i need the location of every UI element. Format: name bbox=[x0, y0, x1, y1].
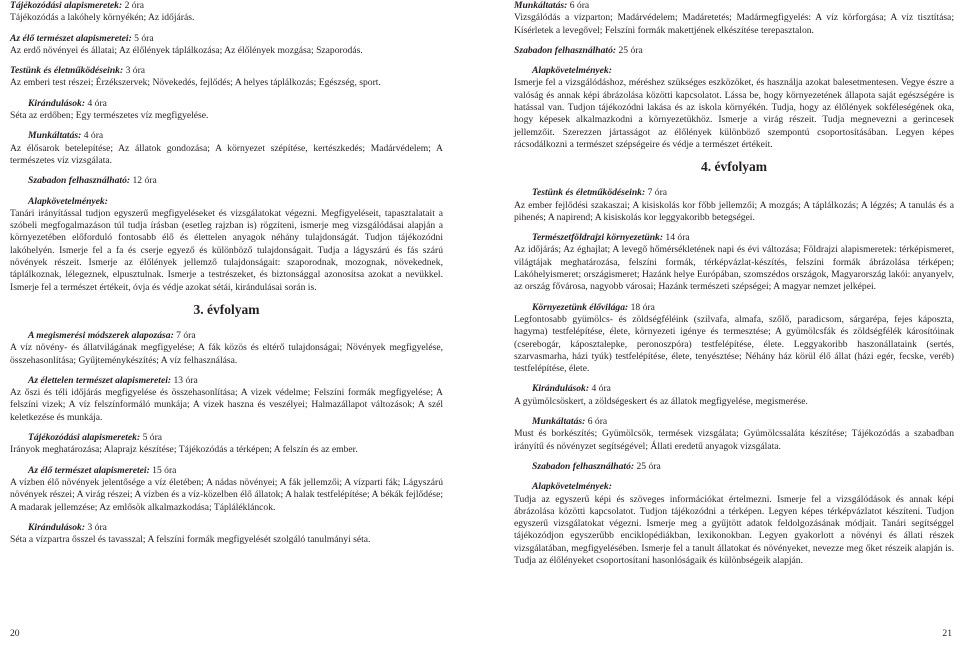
section-label: Munkáltatás: bbox=[514, 0, 568, 11]
curriculum-section bbox=[10, 65, 443, 90]
section-label: Testünk és életműködéseink: bbox=[532, 187, 646, 199]
section-text: Az ember fejlődési szakaszai; A kisiskolás kor főbb jellemzői; A mozgás; A táplálkozás; A légzés; A tanulás és a pihenés; A napirend; A kisiskolás kor leggyakoribb betegségei. bbox=[514, 199, 954, 223]
curriculum-section bbox=[514, 187, 954, 224]
section-text: Az erdő növényei és állatai; Az élőlények táplálkozása; Az élőlények mozgása; Szaporodás. bbox=[10, 44, 363, 56]
curriculum-section bbox=[10, 175, 443, 187]
section-text: Séta a vízpartra ősszel és tavasszal; A felszíni formák megfigyelését szolgáló tanulmányi séta. bbox=[10, 534, 371, 546]
section-hours: 4 óra bbox=[81, 130, 104, 142]
curriculum-section bbox=[10, 98, 443, 123]
section-text: A víz növény- és állatvilágának megfigyelése; A fák közös és eltérő tulajdonságai; Növények megfigyelése, összehasonlítása; Gyűjteménykészítés; A víz felhasználása. bbox=[10, 342, 443, 366]
curriculum-section bbox=[10, 330, 443, 367]
section-hours: 7 óra bbox=[173, 329, 196, 341]
section-text: Az emberi test részei; Érzékszervek; Növekedés, fejlődés; A helyes táplálkozás; Egészség, sport. bbox=[10, 77, 381, 89]
curriculum-section bbox=[514, 45, 954, 57]
section-label: Szabadon felhasználható: bbox=[28, 175, 131, 187]
page-number-left: 20 bbox=[10, 628, 20, 639]
section-hours: 14 óra bbox=[663, 232, 690, 244]
section-hours: 25 óra bbox=[616, 44, 643, 56]
section-text: Ismerje fel a vizsgálódáshoz, méréshez szükséges eszközöket, és használja azokat balesetmentesen. Vegye észre a valóság és annak képi ábrázolása közötti kapcsolatot. Lássa be, hogy környezetének állapota saját egészségére is hatással van. Tudjon tájékozódni lakása és az iskola környékén. Tudja, hogy az élőlények sokféleségének oka, hogy képesek alkalmazkodni a környezetükhöz. Ismerje a virág részeit. Tudja megnevezni a gerincesek jellemzőit. Szerezzen jártasságot az élőlények különböző szempontú csoportosításában. Legyen képes rácsodálkozni a természet szépségeire és védje a természet értékeit. bbox=[514, 77, 954, 150]
section-text: Az őszi és téli időjárás megfigyelése és összehasonlítása; A vizek védelme; Felszíni formák megfigyelése; A felszíni vizek; A víz felszínformáló munkája; A vizek haszna és veszélyei; Halmazállapot változások; A szél keletkezése és munkája. bbox=[10, 387, 443, 423]
curriculum-section bbox=[10, 522, 443, 547]
section-hours: 3 óra bbox=[85, 521, 107, 533]
section-hours: 6 óra bbox=[585, 416, 608, 428]
section-text: Tájékozódás a lakóhely környékén; Az időjárás. bbox=[10, 12, 195, 24]
section-hours: 25 óra bbox=[634, 460, 661, 472]
section-hours: 13 óra bbox=[171, 374, 198, 386]
section-label: Alapkövetelmények: bbox=[532, 481, 612, 493]
section-text: Tudja az egyszerű képi és szöveges információkat értelmezni. Ismerje fel a vizsgálódások és annak képi ábrázolása közötti kapcsolatot. Tudjon tájékozódni a térképen. Legyen képes térképvázlatot készíteni. Tudjon egyszerű vizsgálatokat végezni. Ismerje meg a gyűjtött adatok feldolgozásának módjait. Tanári segítséggel tájékozódjon egyszerűbb enciklopédiákban, lexikonokban. Legyen gyakorlott a növényi és állati részek vizsgálatában, megfigyelésében. Ismerje fel a tanult állatokat és növényeket, nevezze meg őket részeik alapján is. Tudja az élőlényeket csoportosítani hasonlóságaik és különbségeik alapján. bbox=[514, 493, 954, 566]
section-label: Az élő természet alapismeretei: bbox=[10, 32, 132, 44]
section-label: Testünk és életműködéseink: bbox=[10, 65, 124, 77]
section-text: Must és borkészítés; Gyümölcsök, termések vizsgálata; Gyümölcssaláta készítése; Tájékozódás a szabadban irányítű és növényzet segítségével; Állati eredetű anyagok vizsgálata. bbox=[514, 428, 954, 452]
section-text: A gyümölcsöskert, a zöldségeskert és az állatok megfigyelése, megismerése. bbox=[514, 395, 808, 407]
section-label: Kirándulások: bbox=[28, 521, 86, 533]
section-hours: 4 óra bbox=[589, 383, 611, 395]
section-label: Természetföldrajzi környezetünk: bbox=[532, 232, 664, 244]
section-label: Szabadon felhasználható: bbox=[514, 44, 617, 56]
curriculum-section bbox=[514, 383, 954, 408]
section-text: A vízben élő növények jelentősége a víz életében; A nádas növényei; A fák jellemzői; A vízparti fák; Lágyszárú növények részei; A virág részei; A vízben és a víz-közelben élő állatok; A halak testfelépítése; A békák fejlődése; A madarak jellemzése; Az emlősök alkalmazkodása; Táplálékláncok. bbox=[10, 476, 443, 513]
section-hours: 5 óra bbox=[140, 432, 163, 444]
curriculum-section bbox=[10, 130, 443, 167]
section-label: Munkáltatás: bbox=[28, 130, 82, 142]
curriculum-section bbox=[514, 481, 954, 567]
section-label: A megismerési módszerek alapozása: bbox=[28, 329, 174, 341]
section-label: Szabadon felhasználható: bbox=[532, 460, 635, 472]
section-hours: 2 óra bbox=[122, 0, 145, 11]
section-label: Alapkövetelmények: bbox=[28, 195, 108, 207]
section-label: Tájékozódási alapismeretek: bbox=[28, 432, 141, 444]
right-page-column bbox=[514, 0, 954, 575]
curriculum-section bbox=[10, 432, 443, 457]
left-page-column bbox=[10, 0, 443, 554]
section-hours: 4 óra bbox=[85, 97, 107, 109]
curriculum-section bbox=[514, 65, 954, 151]
section-text: Irányok meghatározása; Alaprajz készítése; Tájékozódás a térképen; A felszín és az ember. bbox=[10, 444, 358, 456]
section-hours: 3 óra bbox=[123, 65, 146, 77]
section-label: Környezetünk élővilága: bbox=[532, 301, 629, 313]
section-label: Az élettelen természet alapismeretei: bbox=[28, 374, 172, 386]
curriculum-section bbox=[10, 465, 443, 514]
page-number-right: 21 bbox=[942, 628, 952, 639]
section-label: Munkáltatás: bbox=[532, 416, 586, 428]
curriculum-section bbox=[514, 461, 954, 473]
section-label: Alapkövetelmények: bbox=[532, 65, 612, 77]
curriculum-section bbox=[10, 196, 443, 294]
section-hours: 5 óra bbox=[131, 32, 154, 44]
grade-heading: 4. évfolyam bbox=[701, 159, 767, 175]
section-hours: 15 óra bbox=[149, 464, 177, 476]
curriculum-section bbox=[10, 0, 443, 25]
section-label: Az élő természet alapismeretei: bbox=[28, 464, 150, 476]
section-text: Vizsgálódás a vízparton; Madárvédelem; Madáretetés; Madármegfigyelés: A víz körforgása; A víz tisztítása; Kísérletek a levegővel; Felszíni formák makettjének elkészítése terepasztalon. bbox=[514, 12, 954, 36]
curriculum-section bbox=[514, 0, 954, 37]
curriculum-section bbox=[514, 302, 954, 376]
section-label: Tájékozódási alapismeretek: bbox=[10, 0, 123, 11]
curriculum-section bbox=[514, 416, 954, 453]
section-text: Tanári irányítással tudjon egyszerű megfigyeléseket és vizsgálatokat végezni. Megfigyeléseit, tapasztalatait a szóbeli megfogalmazáson túl tudja írásban (esetleg rajzban is) rögzíteni, ismerje meg vizsgálódásai alapján a környezetében előforduló fontosabb élő és élettelen anyagok néhány tulajdonságát. Tudjon tájékozódni lakóhelyén. Ismerje fel a fa és cserje egyező és különböző tulajdonságait. Tudja a lágyszárú és fás szárú növények részeit. Ismerje az élőlények jellemző tulajdonságait: szaporodnak, mozognak, növekednek, táplálkoznak, lélegeznek, elpusztulnak. Ismerje a testrészeket, és biztonsággal azonosítsa azokat a nevükkel. Ismerje fel a természet értékeit, óvja és védje azokat sétái, kirándulásai során is. bbox=[10, 207, 443, 293]
curriculum-section bbox=[10, 375, 443, 424]
section-hours: 6 óra bbox=[567, 0, 590, 11]
section-text: Séta az erdőben; Egy természetes víz megfigyelése. bbox=[10, 110, 209, 122]
curriculum-section bbox=[514, 232, 954, 293]
curriculum-section bbox=[10, 33, 443, 58]
section-hours: 12 óra bbox=[130, 175, 157, 187]
section-text: Az időjárás; Az éghajlat; A levegő hőmérsékletének napi és évi változása; Földrajzi alapismeretek: térképismeret, világtájak meghatározása, felszíni formák, térképvázlat-készítés, felszíni formák ábrázolása térképen; Lakóhelyismeret; országismeret; Hazánk helye Európában, szomszédos országok, Magyarország lakói: anyanyelv, az ország fővárosa, nagyobb városai; Hazánk természeti szépségei; A magyar nemzet jelképei. bbox=[514, 244, 954, 293]
section-hours: 18 óra bbox=[628, 301, 655, 313]
section-hours: 7 óra bbox=[645, 187, 668, 199]
section-label: Kirándulások: bbox=[532, 383, 590, 395]
section-label: Kirándulások: bbox=[28, 97, 86, 109]
section-text: Legfontosabb gyümölcs- és zöldségféléink (szilvafa, almafa, szőlő, paradicsom, sárgarépa, fejes káposzta, hagyma) testfelépítése, élete, környezeti igénye és termesztése; A gyümölcsfák és zöldségfélék károsítóinak (cserebogár, káposztalepke, peronoszpóra) testfelépítése, élete. Leggyakoribb haszonállataink (sertés, szarvasmarha, házi tyúk) testfelépítése, élete, tenyésztése; Néhány ház körül élő állat (házi egér, fecske, veréb) testfelépítése, élete. bbox=[514, 313, 954, 375]
section-text: Az élősarok betelepítése; Az állatok gondozása; A környezet szépítése, kertészkedés; Madárvédelem; A természetes víz vizsgálata. bbox=[10, 142, 443, 166]
grade-heading: 3. évfolyam bbox=[193, 301, 260, 317]
